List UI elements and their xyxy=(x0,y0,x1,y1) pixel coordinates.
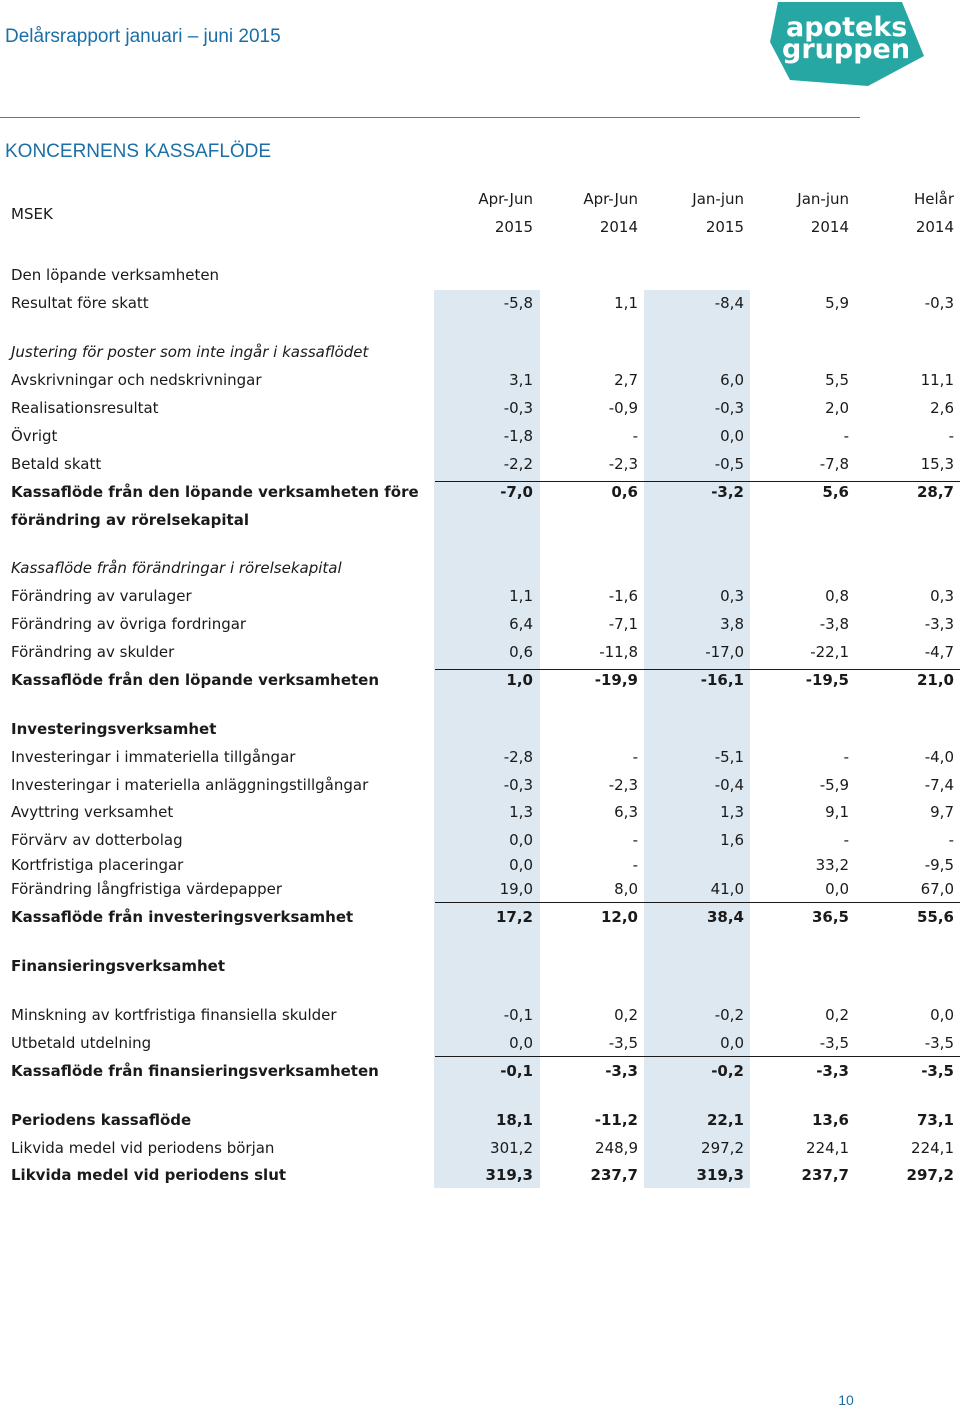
table-cell: -2,8 xyxy=(503,748,533,766)
column-header-year: 2014 xyxy=(915,218,954,236)
table-cell: 0,6 xyxy=(509,643,533,661)
table-cell: 0,0 xyxy=(720,1034,744,1052)
table-cell: 297,2 xyxy=(906,1166,954,1184)
table-cell: -19,9 xyxy=(594,671,638,689)
table-cell: 13,6 xyxy=(811,1111,849,1129)
table-cell: 28,7 xyxy=(916,483,954,501)
row-label: Likvida medel vid periodens början xyxy=(11,1139,275,1157)
table-cell: - xyxy=(632,831,638,849)
table-cell: 1,1 xyxy=(509,587,533,605)
row-label: Kassaflöde från finansieringsverksamheten xyxy=(11,1062,379,1080)
table-cell: 22,1 xyxy=(706,1111,744,1129)
table-cell: - xyxy=(843,427,849,445)
row-label: Betald skatt xyxy=(11,455,102,473)
table-cell: 6,0 xyxy=(720,371,744,389)
table-cell: 0,2 xyxy=(825,1006,849,1024)
row-label: Avskrivningar och nedskrivningar xyxy=(11,371,262,389)
table-cell: 73,1 xyxy=(916,1111,954,1129)
row-label: Förändring av skulder xyxy=(11,643,175,661)
row-label: Justering för poster som inte ingår i kassaflödet xyxy=(11,343,369,361)
row-label: Investeringar i materiella anläggningstillgångar xyxy=(11,776,369,794)
table-cell: 319,3 xyxy=(485,1166,533,1184)
row-label: Finansieringsverksamhet xyxy=(11,957,226,975)
table-cell: 3,1 xyxy=(509,371,533,389)
table-cell: 6,4 xyxy=(509,615,533,633)
table-cell: - xyxy=(843,831,849,849)
table-cell: 3,8 xyxy=(720,615,744,633)
subtotal-rule xyxy=(435,481,960,482)
subtotal-rule xyxy=(435,902,960,903)
row-label: Övrigt xyxy=(11,427,58,445)
table-cell: 1,3 xyxy=(720,803,744,821)
table-cell: -17,0 xyxy=(705,643,744,661)
table-cell: 1,3 xyxy=(509,803,533,821)
row-label: Kassaflöde från den löpande verksamheten före xyxy=(11,483,419,501)
table-cell: -0,5 xyxy=(714,455,744,473)
table-cell: -7,8 xyxy=(819,455,849,473)
table-cell: -3,5 xyxy=(921,1062,954,1080)
table-cell: 0,3 xyxy=(930,587,954,605)
table-cell: 0,6 xyxy=(611,483,638,501)
table-cell: -8,4 xyxy=(714,294,744,312)
table-cell: -7,4 xyxy=(924,776,954,794)
table-cell: -7,1 xyxy=(608,615,638,633)
row-label: Förändring av övriga fordringar xyxy=(11,615,247,633)
table-cell: 0,0 xyxy=(720,427,744,445)
shaded-column-2015-q2 xyxy=(434,290,540,1188)
table-cell: -3,5 xyxy=(819,1034,849,1052)
table-cell: 41,0 xyxy=(710,880,744,898)
row-label: Kassaflöde från den löpande verksamheten xyxy=(11,671,380,689)
row-label: Periodens kassaflöde xyxy=(11,1111,192,1129)
table-cell: 1,1 xyxy=(614,294,638,312)
table-cell: 17,2 xyxy=(495,908,533,926)
table-cell: 0,0 xyxy=(930,1006,954,1024)
table-cell: 0,3 xyxy=(720,587,744,605)
table-cell: - xyxy=(948,427,954,445)
subtotal-rule xyxy=(435,669,960,670)
report-title: Delårsrapport januari – juni 2015 xyxy=(5,26,281,47)
table-cell: 248,9 xyxy=(595,1139,638,1157)
table-cell: 19,0 xyxy=(499,880,533,898)
table-cell: - xyxy=(632,748,638,766)
table-cell: -0,3 xyxy=(503,399,533,417)
column-header-period: Helår xyxy=(913,190,954,208)
table-cell: 0,0 xyxy=(509,831,533,849)
table-cell: -4,0 xyxy=(924,748,954,766)
table-cell: -5,8 xyxy=(503,294,533,312)
row-label: Förvärv av dotterbolag xyxy=(11,831,183,849)
table-cell: 237,7 xyxy=(590,1166,638,1184)
table-cell: -0,1 xyxy=(503,1006,533,1024)
logo-text-line2: gruppen xyxy=(782,34,911,65)
column-header-period: Apr-Jun xyxy=(583,190,638,208)
table-cell: -4,7 xyxy=(924,643,954,661)
table-cell: -3,3 xyxy=(816,1062,849,1080)
table-cell: 21,0 xyxy=(916,671,954,689)
row-label: Minskning av kortfristiga finansiella skulder xyxy=(11,1006,337,1024)
table-cell: 9,7 xyxy=(930,803,954,821)
shaded-column-2015-h1 xyxy=(644,290,750,1188)
table-cell: - xyxy=(843,748,849,766)
row-label: Kortfristiga placeringar xyxy=(11,856,184,874)
logo-text-line1: apoteks xyxy=(786,12,908,43)
page-number: 10 xyxy=(838,1392,854,1408)
table-cell: -22,1 xyxy=(810,643,849,661)
table-cell: -2,3 xyxy=(608,455,638,473)
row-label: Kassaflöde från förändringar i rörelsekapital xyxy=(11,559,342,577)
row-label: Investeringar i immateriella tillgångar xyxy=(11,748,296,766)
header-divider xyxy=(0,117,860,118)
row-label: Förändring långfristiga värdepapper xyxy=(11,880,283,898)
table-cell: -2,3 xyxy=(608,776,638,794)
row-label: Förändring av varulager xyxy=(11,587,192,605)
row-label: Avyttring verksamhet xyxy=(11,803,174,821)
table-cell: - xyxy=(632,427,638,445)
table-cell: 12,0 xyxy=(600,908,638,926)
table-cell: -0,2 xyxy=(711,1062,744,1080)
unit-label: MSEK xyxy=(11,205,53,223)
table-cell: 38,4 xyxy=(706,908,744,926)
column-header-year: 2014 xyxy=(599,218,638,236)
row-label: Realisationsresultat xyxy=(11,399,159,417)
row-label: Investeringsverksamhet xyxy=(11,720,217,738)
table-cell: 5,9 xyxy=(825,294,849,312)
table-cell: 36,5 xyxy=(811,908,849,926)
table-cell: -2,2 xyxy=(503,455,533,473)
table-cell: -11,2 xyxy=(594,1111,638,1129)
table-cell: 297,2 xyxy=(701,1139,744,1157)
table-cell: -0,4 xyxy=(714,776,744,794)
table-cell: 237,7 xyxy=(801,1166,849,1184)
table-cell: 2,7 xyxy=(614,371,638,389)
table-cell: -0,9 xyxy=(608,399,638,417)
table-cell: 8,0 xyxy=(614,880,638,898)
table-cell: -0,3 xyxy=(924,294,954,312)
column-header-year: 2014 xyxy=(810,218,849,236)
row-label: Kassaflöde från investeringsverksamhet xyxy=(11,908,354,926)
table-cell: - xyxy=(948,831,954,849)
table-cell: 301,2 xyxy=(490,1139,533,1157)
table-cell: -7,0 xyxy=(500,483,533,501)
column-header-period: Apr-Jun xyxy=(478,190,533,208)
table-cell: -5,9 xyxy=(819,776,849,794)
table-cell: 319,3 xyxy=(696,1166,744,1184)
table-cell: -1,6 xyxy=(608,587,638,605)
table-cell: 11,1 xyxy=(920,371,954,389)
apoteksgruppen-logo xyxy=(766,0,926,88)
table-cell: 5,6 xyxy=(822,483,849,501)
column-header-year: 2015 xyxy=(705,218,744,236)
table-cell: -16,1 xyxy=(700,671,744,689)
table-cell: 9,1 xyxy=(825,803,849,821)
table-cell: 18,1 xyxy=(495,1111,533,1129)
table-cell: 1,0 xyxy=(506,671,533,689)
table-cell: -3,2 xyxy=(711,483,744,501)
table-cell: - xyxy=(632,856,638,874)
table-cell: -3,3 xyxy=(924,615,954,633)
table-cell: -5,1 xyxy=(714,748,744,766)
row-label: Likvida medel vid periodens slut xyxy=(11,1166,287,1184)
row-label: Utbetald utdelning xyxy=(11,1034,152,1052)
row-label: Resultat före skatt xyxy=(11,294,149,312)
table-cell: -0,3 xyxy=(714,399,744,417)
table-cell: 2,0 xyxy=(825,399,849,417)
table-cell: 1,6 xyxy=(720,831,744,849)
table-cell: 6,3 xyxy=(614,803,638,821)
table-cell: 224,1 xyxy=(911,1139,954,1157)
table-cell: -3,3 xyxy=(605,1062,638,1080)
table-cell: -9,5 xyxy=(924,856,954,874)
row-label-continued: förändring av rörelsekapital xyxy=(11,511,249,529)
table-cell: 2,6 xyxy=(930,399,954,417)
column-header-period: Jan-jun xyxy=(692,190,744,208)
table-cell: -11,8 xyxy=(599,643,638,661)
table-cell: 0,0 xyxy=(509,856,533,874)
section-title: KONCERNENS KASSAFLÖDE xyxy=(5,141,272,162)
table-cell: 33,2 xyxy=(815,856,849,874)
table-cell: 224,1 xyxy=(806,1139,849,1157)
table-cell: 0,0 xyxy=(509,1034,533,1052)
table-cell: 5,5 xyxy=(825,371,849,389)
row-label: Den löpande verksamheten xyxy=(11,266,220,284)
table-cell: -0,1 xyxy=(500,1062,533,1080)
column-header-year: 2015 xyxy=(494,218,533,236)
table-cell: 55,6 xyxy=(916,908,954,926)
table-cell: 0,2 xyxy=(614,1006,638,1024)
table-cell: 67,0 xyxy=(920,880,954,898)
table-cell: -0,2 xyxy=(714,1006,744,1024)
table-cell: 0,8 xyxy=(825,587,849,605)
table-cell: -1,8 xyxy=(503,427,533,445)
table-cell: -3,8 xyxy=(819,615,849,633)
table-cell: 15,3 xyxy=(920,455,954,473)
table-cell: -3,5 xyxy=(924,1034,954,1052)
subtotal-rule xyxy=(435,1056,960,1057)
table-cell: -0,3 xyxy=(503,776,533,794)
table-cell: -19,5 xyxy=(805,671,849,689)
table-cell: 0,0 xyxy=(825,880,849,898)
column-header-period: Jan-jun xyxy=(797,190,849,208)
table-cell: -3,5 xyxy=(608,1034,638,1052)
